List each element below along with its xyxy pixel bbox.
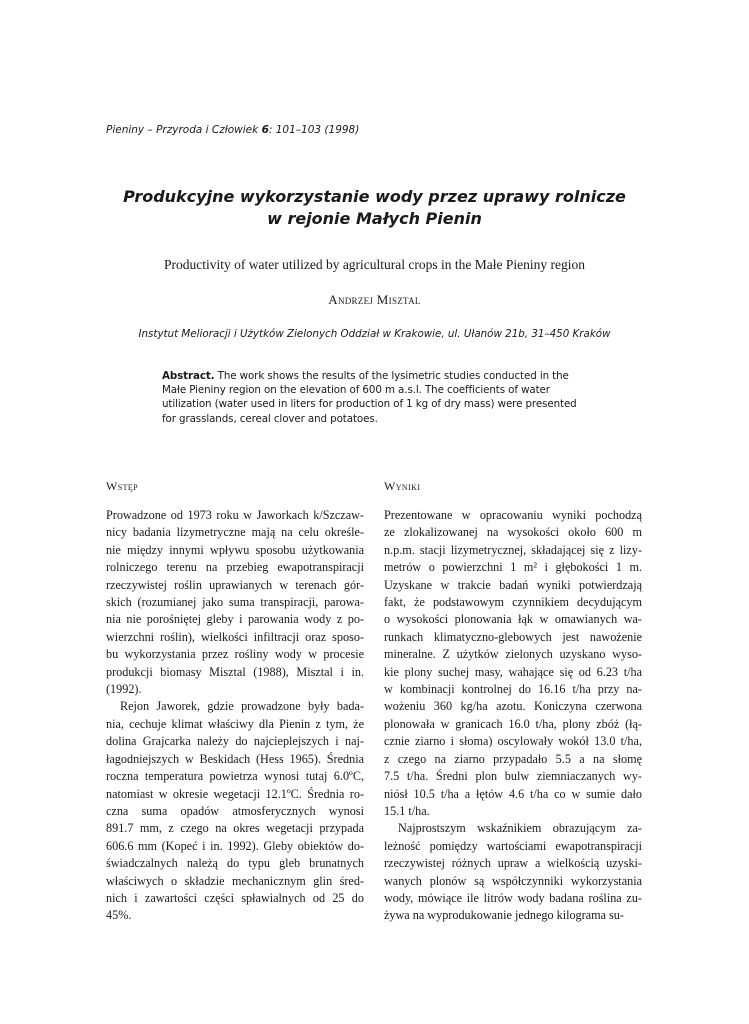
text-line: nich i zawartości części spławialnych od 25 do	[106, 890, 364, 905]
title-line: w rejonie Małych Pienin	[267, 209, 482, 228]
text-line: plonowała w granicach 16.0 t/ha, plony zbóż (łą-	[384, 716, 642, 731]
abstract-line: utilization (water used in liters for production of 1 kg of dry mass) were presented	[162, 398, 577, 411]
text-line: Rejon Jaworek, gdzie prowadzone były bada-	[120, 699, 364, 714]
text-line: łagodniejszych w Beskidach (Hess 1965). Średnia	[106, 751, 364, 766]
text-line: fakt, że podstawowym czynnikiem decydującym	[384, 595, 642, 610]
text-line: nia nie porośniętej gleby i parowania wody z po-	[106, 612, 364, 627]
text-line: żywa na wyprodukowanie jednego kilograma su-	[384, 908, 624, 923]
text-line: rolniczego terenu na przebieg ewapotranspiracji	[106, 560, 364, 575]
text-line: (1992).	[106, 682, 142, 697]
text-line: nia, cechuje klimat właściwy dla Pienin z tym, że	[106, 716, 364, 731]
text-line: Prowadzone od 1973 roku w Jaworkach k/Szczaw-	[106, 508, 364, 522]
text-line: wożeniu 360 kg/ha azotu. Koniczyna czerwona	[384, 699, 642, 714]
text-line: kie plony suchej masy, wahające się od 6.23 t/ha	[384, 664, 642, 679]
paragraph	[106, 507, 364, 698]
journal-volume: 6	[261, 124, 269, 136]
text-line: o wysokości plonowania łąk w omawianych wa-	[384, 612, 642, 627]
journal-pages-year: : 101–103 (1998)	[268, 124, 360, 136]
text-line: leżność pomiędzy wartościami ewapotranspiracji	[384, 838, 642, 853]
text-line: 606.6 mm (Kopeć i in. 1992). Gleby obiektów do-	[106, 838, 364, 853]
paragraph	[384, 820, 642, 924]
article-title	[60, 186, 689, 230]
section-heading-wstep: Wstęp	[106, 479, 138, 493]
text-line: roczna temperatura powietrza wynosi tutaj 6.0ºC,	[106, 769, 364, 784]
text-line: nicy badania lizymetryczne mają na celu określe-	[106, 525, 364, 540]
text-line: rzeczywistej różnych upraw a wielkością uzyski-	[384, 856, 642, 871]
right-column	[384, 478, 642, 925]
author-affiliation: Instytut Melioracji i Użytków Zielonych Oddział w Krakowie, ul. Ułanów 21b, 31–450 Kraków	[138, 328, 611, 340]
abstract	[162, 369, 594, 426]
paragraph	[384, 507, 642, 820]
title-line: Produkcyjne wykorzystanie wody przez uprawy rolnicze	[123, 187, 626, 206]
text-line: Uzyskane w trakcie badań wyniki potwierdzają	[384, 577, 642, 592]
text-line: dolina Grajcarka należy do najcieplejszych i naj-	[106, 734, 364, 749]
text-line: świadczalnych należą do typu gleb brunatnych	[106, 856, 364, 871]
abstract-label: Abstract.	[162, 370, 215, 382]
abstract-line: Małe Pieniny region on the elevation of 600 m a.s.l. The coefficients of water	[162, 384, 550, 397]
text-line: wody, mówiące ile litrów wody badana roślina zu-	[384, 890, 642, 905]
text-line: rzeczywistej roślin uprawianych w terenach gór-	[106, 577, 364, 592]
text-line: ze zlokalizowanej na wysokości około 600 m	[384, 525, 642, 540]
section-heading-wyniki: Wyniki	[384, 479, 421, 493]
text-line: cznie ziarno i słoma) oscylowały wokół 13.0 t/ha,	[384, 734, 642, 749]
journal-reference	[106, 124, 359, 136]
paragraph	[106, 698, 364, 924]
abstract-line: for grasslands, cereal clover and potatoes.	[162, 412, 378, 425]
english-subtitle: Productivity of water utilized by agricultural crops in the Małe Pieniny region	[163, 257, 586, 272]
text-line: metrów o powierzchni 1 m² i głębokości 1 m.	[384, 560, 642, 575]
left-column	[106, 478, 364, 925]
text-line: Najprostszym wskaźnikiem obrazującym za-	[398, 821, 642, 836]
text-line: wierzchni roślin), wielkości infiltracji oraz sposo-	[106, 629, 364, 644]
abstract-line: Abstract. The work shows the results of the lysimetric studies conducted in the	[162, 370, 569, 382]
text-line: właściwych o składzie mechanicznym glin śred-	[106, 873, 364, 888]
text-line: z czego na ziarno przypadało 5.5 a na słomę	[384, 751, 642, 766]
text-line: produkcji biomasy Misztal (1988), Misztal i in.	[106, 664, 364, 679]
author-name: Andrzej Misztal	[328, 292, 421, 307]
text-line: natomiast w okresie wegetacji 12.1ºC. Średnia ro-	[106, 786, 364, 801]
text-line: w kombinacji kontrolnej do 16.16 t/ha przy na-	[384, 682, 642, 697]
text-line: bu wykorzystania przez rośliny wody w procesie	[106, 647, 364, 662]
text-line: 891.7 mm, z czego na okres wegetacji przypada	[106, 821, 364, 836]
journal-name: Pieniny – Przyroda i Człowiek	[106, 124, 259, 136]
text-line: wanych plonów są współczynniki wykorzystania	[384, 873, 642, 888]
text-line: n.p.m. stacji lizymetrycznej, składającej się z lizy-	[384, 542, 642, 557]
text-line: 15.1 t/ha.	[384, 803, 430, 818]
text-line: czna suma opadów atmosferycznych wynosi	[106, 803, 364, 818]
text-line: 45%.	[106, 908, 132, 923]
text-line: 7.5 t/ha. Średni plon bulw ziemniaczanych wy-	[384, 769, 642, 784]
text-line: nie między innymi wpływu sposobu użytkowania	[106, 542, 364, 557]
text-line: niósł 10.5 t/ha a łętów 4.6 t/ha co w sumie dało	[384, 786, 642, 801]
text-line: skich (rozumianej jako suma transpiracji, parowa-	[106, 595, 364, 610]
text-line: Prezentowane w opracowaniu wyniki pochodzą	[384, 508, 642, 522]
text-line: mineralne. Z użytków zielonych uzyskano wyso-	[384, 647, 642, 662]
text-line: runkach klimatyczno-glebowych jest nawożenie	[384, 629, 642, 644]
